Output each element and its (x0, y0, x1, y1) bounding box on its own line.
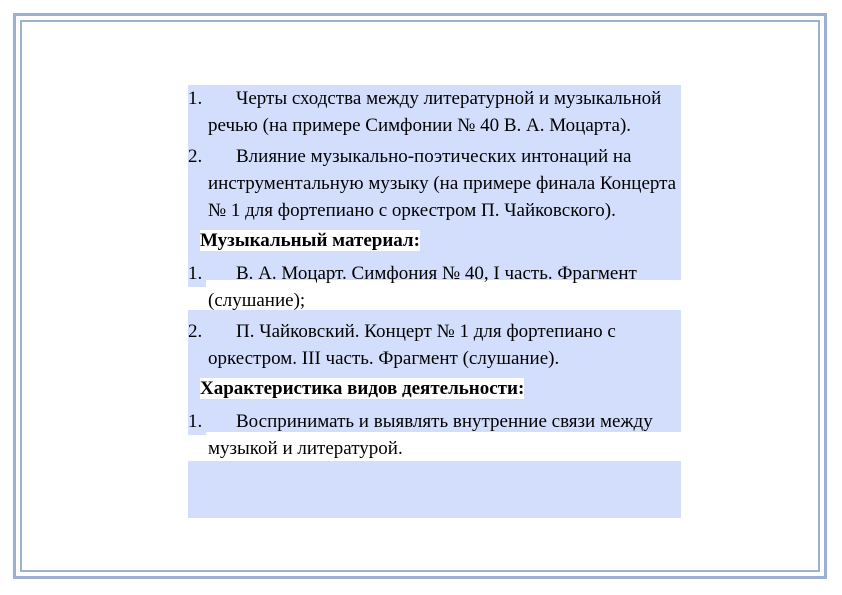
section-heading-activities (200, 376, 681, 402)
list-item (188, 260, 681, 314)
list-item-text: Воспринимать и выявлять внутренние связи между музыкой и литературой. (208, 411, 653, 459)
list-item (188, 143, 681, 224)
slide-content (188, 85, 681, 466)
heading-text: Музыкальный материал: (200, 230, 420, 251)
section-heading-material (200, 228, 681, 254)
list-number: 1. (188, 260, 206, 287)
heading-text: Характеристика видов деятельности: (200, 378, 525, 399)
list-item (188, 408, 681, 462)
list-item-text: П. Чайковский. Концерт № 1 для фортепиано с оркестром. III часть. Фрагмент (слушание). (208, 321, 616, 369)
list-item-text: Влияние музыкально-поэтических интонаций на инструментальную музыку (на примере финала Концерта № 1 для фортепиано с оркестром П. Чайковского). (208, 146, 677, 221)
list-number: 1. (188, 408, 206, 435)
list-number: 1. (188, 85, 206, 112)
material-list (188, 260, 681, 372)
list-item-text: В. А. Моцарт. Симфония № 40, I часть. Фрагмент (слушание); (208, 263, 637, 311)
list-number: 2. (188, 318, 206, 345)
topics-list (188, 85, 681, 224)
activities-list (188, 408, 681, 462)
list-item (188, 318, 681, 372)
list-number: 2. (188, 143, 206, 170)
list-item-text: Черты сходства между литературной и музыкальной речью (на примере Симфонии № 40 В. А. Моцарта). (208, 88, 662, 136)
list-item (188, 85, 681, 139)
